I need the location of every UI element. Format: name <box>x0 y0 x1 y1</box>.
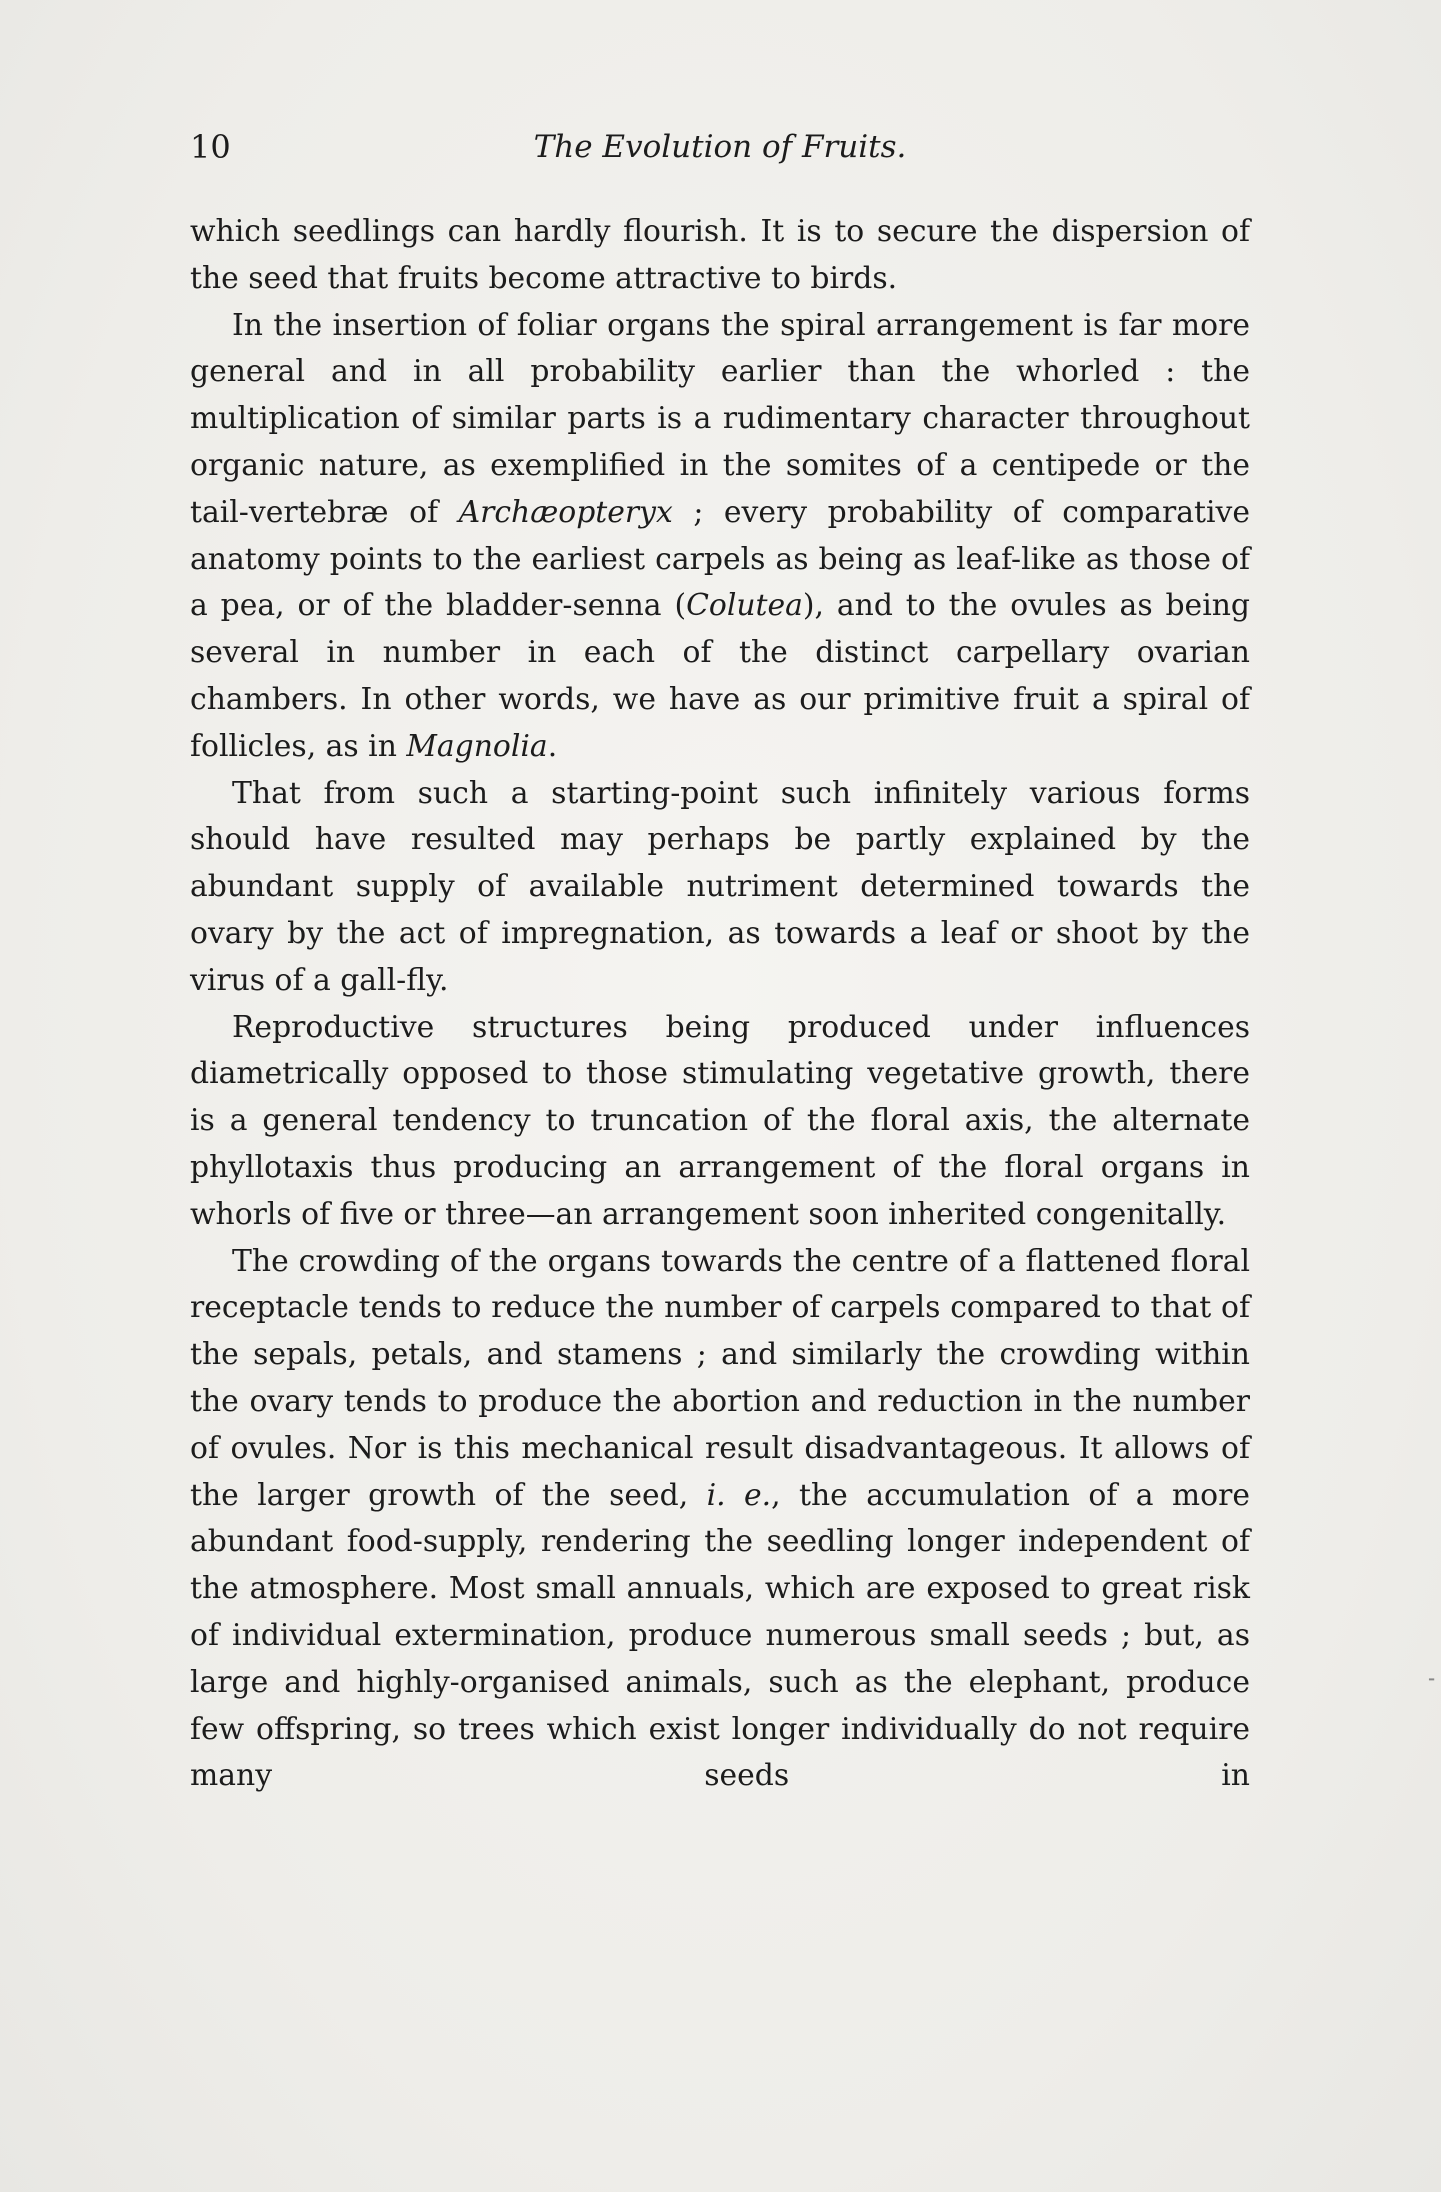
italic-term-archaeopteryx: Archæopteryx <box>458 494 673 530</box>
paragraph-2-text-a: In the insertion of foliar organs the spiral arrangement is far more general and in all probability earlier than the whorled : the multiplication of similar parts is a rudimentary character throughout organic nature, as exemplified in the somites of a centipede or the tail-vertebræ of <box>190 307 1250 530</box>
body-text <box>190 209 1250 1800</box>
italic-term-ie: i. e. <box>706 1477 772 1513</box>
page-header <box>190 122 1250 172</box>
italic-term-magnolia: Magnolia <box>406 728 548 764</box>
paragraph-3: That from such a starting-point such infinitely various forms should have resulted may perhaps be partly explained by the abundant supply of available nutriment determined towards the ovary by the act of impregnation, as towards a leaf or shoot by the virus of a gall-fly. <box>190 775 1250 998</box>
page-number: 10 <box>190 128 231 166</box>
running-title: The Evolution of Fruits. <box>533 129 907 165</box>
paragraph-5-text-c: , the accumulation of a more abundant food-supply, rendering the seedling longer independent of the atmosphere. Most small annuals, which are exposed to great risk of individual extermination, produce numerous small seeds ; but, as large and highly-organised animals, such as the elephant, produce few offspring, so trees which exist longer individually do not require many seeds in <box>190 1477 1250 1794</box>
paragraph-1: which seedlings can hardly flourish. It is to secure the dispersion of the seed that fruits become attractive to birds. <box>190 214 1250 296</box>
paragraph-4: Reproductive structures being produced under influences diametrically opposed to those stimulating vegetative growth, there is a general tendency to truncation of the floral axis, the alternate phyllotaxis thus producing an arrangement of the floral organs in whorls of five or three—an arrangement soon inherited congenitally. <box>190 1009 1250 1232</box>
italic-term-colutea: Colutea <box>686 588 803 624</box>
paragraph-5 <box>190 1239 1250 1801</box>
paragraph-2-text-e: ), and to the ovules as being several in number in each of the distinct carpellary ovarian chambers. In other words, we have as our primitive fruit a spiral of follicles, as in <box>190 588 1250 764</box>
paragraph-2 <box>190 303 1250 771</box>
paragraph-5-text-a: The crowding of the organs towards the centre of a flattened floral receptacle tends to reduce the number of carpels compared to that of the sepals, petals, and stamens ; and similarly the crowding within the ovary tends to produce the abortion and reduction in the number of ovules. Nor is this mechanical result disadvantageous. It allows of the larger growth of the seed, <box>190 1243 1250 1513</box>
edge-mark: ⁃ <box>1427 1670 1436 1691</box>
paragraph-2-text-c: ; every probability of comparative anatomy points to the earliest carpels as being as leaf-like as those of a pea, or of the bladder-senna ( <box>190 494 1251 624</box>
paragraph-2-text-g: . <box>547 728 558 764</box>
